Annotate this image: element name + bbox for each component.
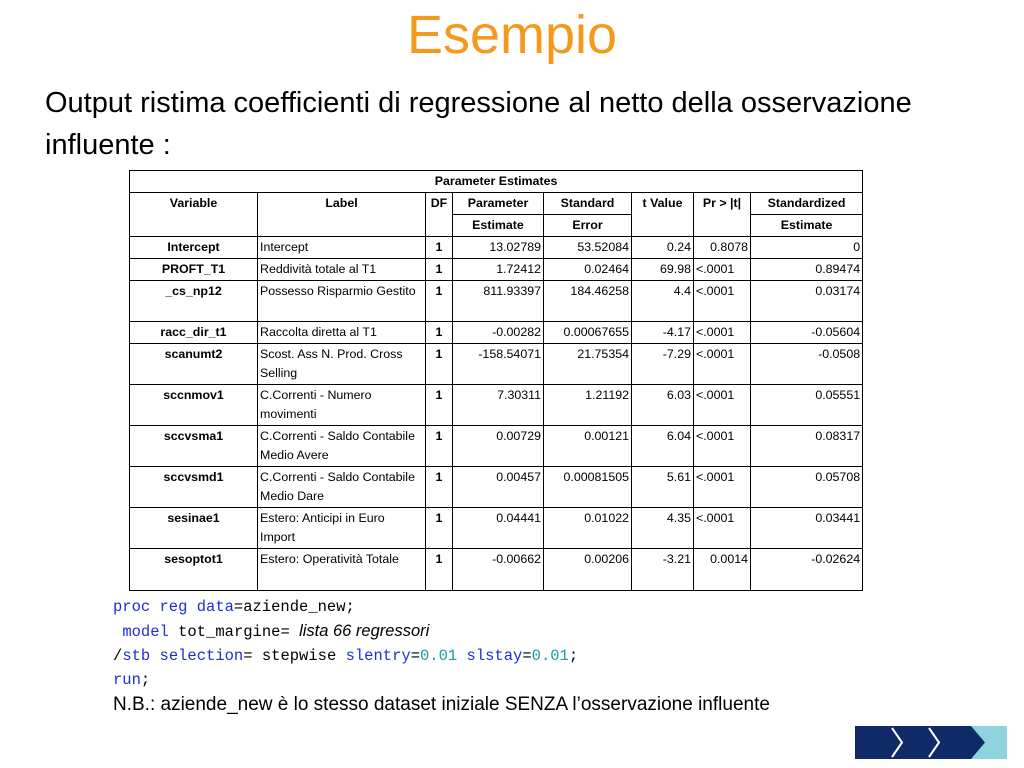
parameter-estimates-table bbox=[129, 170, 863, 591]
code-keyword: stb selection bbox=[122, 647, 244, 665]
cell-variable: sccvsma1 bbox=[130, 426, 258, 467]
code-number: 0.01 bbox=[420, 647, 458, 665]
header-df: DF bbox=[426, 193, 453, 215]
cell-estimate: 1.72412 bbox=[453, 259, 544, 281]
cell-tvalue: -7.29 bbox=[632, 344, 694, 385]
header-standardized: Standardized bbox=[751, 193, 863, 215]
cell-tvalue: -3.21 bbox=[632, 549, 694, 591]
cell-tvalue: 69.98 bbox=[632, 259, 694, 281]
cell-stderr: 53.52084 bbox=[544, 237, 632, 259]
header-pr-suffix: | bbox=[737, 196, 742, 210]
table-row bbox=[130, 508, 863, 549]
table-row bbox=[130, 426, 863, 467]
cell-label: Estero: Operatività Totale bbox=[258, 549, 426, 591]
cell-pr: 0.8078 bbox=[694, 237, 751, 259]
code-keyword: proc reg data bbox=[113, 598, 234, 616]
cell-label: Scost. Ass N. Prod. Cross Selling bbox=[258, 344, 426, 385]
cell-estimate: 7.30311 bbox=[453, 385, 544, 426]
cell-tvalue: 6.04 bbox=[632, 426, 694, 467]
cell-tvalue: -4.17 bbox=[632, 322, 694, 344]
code-line bbox=[113, 644, 578, 668]
table-row bbox=[130, 549, 863, 591]
sas-code-block bbox=[113, 595, 578, 692]
header-tvalue: t Value bbox=[632, 193, 694, 215]
cell-df: 1 bbox=[426, 237, 453, 259]
header-pr bbox=[694, 193, 751, 215]
table-row bbox=[130, 237, 863, 259]
code-number: 0.01 bbox=[531, 647, 569, 665]
cell-std-estimate: -0.0508 bbox=[751, 344, 863, 385]
cell-df: 1 bbox=[426, 322, 453, 344]
cell-variable: sccnmov1 bbox=[130, 385, 258, 426]
slide-navigation bbox=[855, 726, 1007, 759]
cell-df: 1 bbox=[426, 549, 453, 591]
cell-pr: <.0001 bbox=[694, 259, 751, 281]
code-keyword: slentry bbox=[345, 647, 411, 665]
cell-df: 1 bbox=[426, 426, 453, 467]
header-pr-t: t bbox=[733, 196, 738, 210]
cell-estimate: 811.93397 bbox=[453, 281, 544, 322]
code-text: = bbox=[522, 647, 532, 665]
cell-label: C.Correnti - Saldo Contabile Medio Dare bbox=[258, 467, 426, 508]
cell-df: 1 bbox=[426, 385, 453, 426]
header-label-cont bbox=[258, 215, 426, 237]
code-line bbox=[113, 619, 578, 644]
cell-stderr: 1.21192 bbox=[544, 385, 632, 426]
cell-pr: <.0001 bbox=[694, 467, 751, 508]
cell-std-estimate: 0.05551 bbox=[751, 385, 863, 426]
cell-label: Raccolta diretta al T1 bbox=[258, 322, 426, 344]
header-parameter: Parameter bbox=[453, 193, 544, 215]
header-pr-prefix: Pr > | bbox=[702, 196, 734, 210]
cell-std-estimate: 0.05708 bbox=[751, 467, 863, 508]
cell-std-estimate: 0.08317 bbox=[751, 426, 863, 467]
cell-stderr: 0.00081505 bbox=[544, 467, 632, 508]
cell-variable: Intercept bbox=[130, 237, 258, 259]
code-text: ; bbox=[140, 671, 151, 689]
table-row bbox=[130, 467, 863, 508]
cell-df: 1 bbox=[426, 281, 453, 322]
cell-pr: <.0001 bbox=[694, 385, 751, 426]
nav-bar bbox=[855, 726, 971, 759]
code-comment: lista 66 regressori bbox=[299, 622, 430, 640]
code-text: ; bbox=[568, 647, 579, 665]
cell-tvalue: 6.03 bbox=[632, 385, 694, 426]
slide-subtitle: Output ristima coefficienti di regressione al netto della osservazione influente : bbox=[45, 87, 912, 161]
cell-variable: racc_dir_t1 bbox=[130, 322, 258, 344]
code-text: stepwise bbox=[252, 647, 346, 665]
cell-tvalue: 4.4 bbox=[632, 281, 694, 322]
cell-df: 1 bbox=[426, 508, 453, 549]
cell-std-estimate: 0.03174 bbox=[751, 281, 863, 322]
table-row bbox=[130, 259, 863, 281]
code-text: / bbox=[113, 647, 123, 665]
cell-pr: <.0001 bbox=[694, 426, 751, 467]
cell-stderr: 0.01022 bbox=[544, 508, 632, 549]
header-variable: Variable bbox=[130, 193, 258, 215]
cell-stderr: 0.02464 bbox=[544, 259, 632, 281]
cell-std-estimate: -0.05604 bbox=[751, 322, 863, 344]
note-text: N.B.: aziende_new è lo stesso dataset iniziale SENZA l’osservazione influente bbox=[113, 694, 770, 715]
header-standard: Standard bbox=[544, 193, 632, 215]
cell-estimate: -158.54071 bbox=[453, 344, 544, 385]
cell-std-estimate: 0.03441 bbox=[751, 508, 863, 549]
header-parameter-estimate: Estimate bbox=[453, 215, 544, 237]
table-row bbox=[130, 385, 863, 426]
chevron-right-icon[interactable] bbox=[888, 726, 906, 759]
cell-variable: PROFT_T1 bbox=[130, 259, 258, 281]
cell-stderr: 0.00121 bbox=[544, 426, 632, 467]
nav-end-shape bbox=[971, 726, 1007, 759]
cell-label: Estero: Anticipi in Euro Import bbox=[258, 508, 426, 549]
table-caption: Parameter Estimates bbox=[130, 171, 863, 193]
cell-stderr: 184.46258 bbox=[544, 281, 632, 322]
chevron-right-icon[interactable] bbox=[925, 726, 943, 759]
cell-variable: scanumt2 bbox=[130, 344, 258, 385]
header-tvalue-cont bbox=[632, 215, 694, 237]
header-df-cont bbox=[426, 215, 453, 237]
cell-stderr: 21.75354 bbox=[544, 344, 632, 385]
cell-std-estimate: -0.02624 bbox=[751, 549, 863, 591]
table-row bbox=[130, 344, 863, 385]
cell-pr: <.0001 bbox=[694, 344, 751, 385]
header-label: Label bbox=[258, 193, 426, 215]
cell-df: 1 bbox=[426, 344, 453, 385]
cell-pr: <.0001 bbox=[694, 281, 751, 322]
cell-estimate: 0.04441 bbox=[453, 508, 544, 549]
cell-variable: sccvsmd1 bbox=[130, 467, 258, 508]
code-text bbox=[457, 647, 466, 665]
cell-label: Possesso Risparmio Gestito bbox=[258, 281, 426, 322]
cell-estimate: 13.02789 bbox=[453, 237, 544, 259]
cell-estimate: -0.00282 bbox=[453, 322, 544, 344]
header-standardized-estimate: Estimate bbox=[751, 215, 863, 237]
header-pr-cont bbox=[694, 215, 751, 237]
slide-title: Esempio bbox=[406, 5, 618, 65]
cell-std-estimate: 0 bbox=[751, 237, 863, 259]
cell-label: Reddività totale al T1 bbox=[258, 259, 426, 281]
cell-df: 1 bbox=[426, 259, 453, 281]
code-text: = bbox=[243, 647, 253, 665]
cell-tvalue: 4.35 bbox=[632, 508, 694, 549]
cell-variable: sesoptot1 bbox=[130, 549, 258, 591]
cell-df: 1 bbox=[426, 467, 453, 508]
table-row bbox=[130, 322, 863, 344]
cell-tvalue: 5.61 bbox=[632, 467, 694, 508]
code-line bbox=[113, 668, 578, 692]
code-text: = bbox=[410, 647, 420, 665]
cell-stderr: 0.00206 bbox=[544, 549, 632, 591]
cell-tvalue: 0.24 bbox=[632, 237, 694, 259]
cell-pr: 0.0014 bbox=[694, 549, 751, 591]
cell-std-estimate: 0.89474 bbox=[751, 259, 863, 281]
header-standard-error: Error bbox=[544, 215, 632, 237]
cell-pr: <.0001 bbox=[694, 508, 751, 549]
cell-label: C.Correnti - Saldo Contabile Medio Avere bbox=[258, 426, 426, 467]
cell-pr: <.0001 bbox=[694, 322, 751, 344]
cell-label: C.Correnti - Numero movimenti bbox=[258, 385, 426, 426]
header-variable-cont bbox=[130, 215, 258, 237]
table-row bbox=[130, 281, 863, 322]
code-text: =aziende_new; bbox=[233, 598, 355, 616]
cell-label: Intercept bbox=[258, 237, 426, 259]
cell-estimate: 0.00457 bbox=[453, 467, 544, 508]
code-text: tot_margine= bbox=[168, 623, 300, 641]
code-keyword: model bbox=[122, 623, 169, 641]
cell-variable: _cs_np12 bbox=[130, 281, 258, 322]
code-keyword: slstay bbox=[466, 647, 523, 665]
cell-variable: sesinae1 bbox=[130, 508, 258, 549]
cell-estimate: -0.00662 bbox=[453, 549, 544, 591]
cell-estimate: 0.00729 bbox=[453, 426, 544, 467]
cell-stderr: 0.00067655 bbox=[544, 322, 632, 344]
code-keyword: run bbox=[113, 671, 141, 689]
code-line bbox=[113, 595, 578, 619]
